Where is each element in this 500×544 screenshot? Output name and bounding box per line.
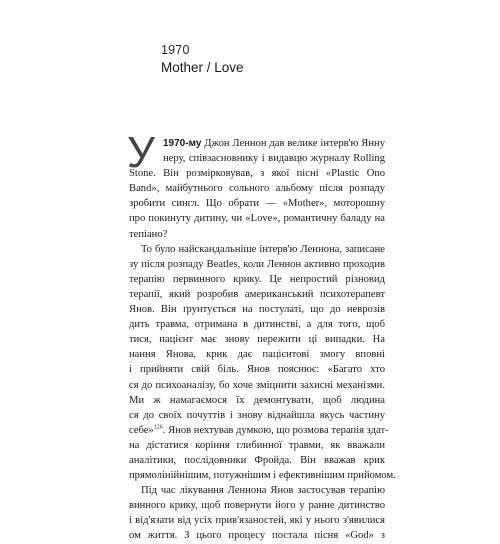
chapter-year: 1970 <box>161 43 190 57</box>
text-line: аналітики, послідовники Фройда. Він вважав крик <box>129 454 385 466</box>
drop-cap: У <box>127 128 155 177</box>
text-line: тепіано? <box>129 228 168 240</box>
text-line: терапію первинного крику. Це непростий різновид <box>129 273 385 285</box>
text-line: нання Янова, крик дає пацієнтові змогу вповні <box>129 349 385 361</box>
text-line: неру, співзасновнику і видавцю журналу Rolling <box>163 153 385 165</box>
chapter-title: Mother / Love <box>161 60 244 75</box>
text-line: Під час лікування Леннона Янов застосував терапію <box>141 485 385 497</box>
text-line: 1970-му Джон Леннон дав велике інтерв'ю Янну <box>163 138 385 149</box>
text-line: Ми ж намагаємося їх демонтувати, щоб людина <box>129 394 385 406</box>
text-line: себе»$^{126}$. Янов нехтував думкою, що розмова терапія здат- <box>129 424 389 436</box>
text-line: винного крику, щоб повернути його у ранне дитинство <box>129 500 385 512</box>
text-line: ом життя. З цього процесу постала пісня «God» з <box>129 530 385 542</box>
text-line: ся до своїх почуттів і знову віднайшла якусь частину <box>129 409 385 421</box>
text-line: дить травма, отримана в дитинстві, а для того, щоб <box>129 319 385 331</box>
text-line: про покинуту дитину, чи «Love», романтичну баладу на <box>129 213 385 225</box>
text-line: тися, пацієнт має знову пережити ці випадки. На <box>129 334 385 346</box>
lead-in: 1970-му <box>163 138 202 149</box>
text-line: на дістатися коріння глибинної травми, як вважали <box>129 439 385 451</box>
text-line: зу після розпаду Beatles, коли Леннон активно проходив <box>129 258 385 270</box>
text-line: і від'язати від усіх прив'язаностей, які у нього з'явилися <box>129 515 385 527</box>
text-line: і прийняти свій біль. Янов пояснює: «Багато хто <box>129 364 385 376</box>
body-text <box>127 128 396 544</box>
text-line: Янов. Він ґрунтується на постулаті, що до неврозів <box>129 304 385 316</box>
text-line: зробити сингл. Що обрати — «Mother», моторошну <box>129 198 385 210</box>
footnote-ref: 126 <box>153 424 163 431</box>
text-line: То було найскандальніше інтерв'ю Леннона, записане <box>141 243 385 255</box>
text-line: прямолінійнішим, потужнішим і ефективнішим прийомом. <box>129 470 396 482</box>
text-line: Stone. Він розмірковував, з якої пісні «Plastic Ono <box>129 168 385 180</box>
text-line: ся до психоаналізу, бо хоче зміцнити захисні механізми. <box>129 379 385 391</box>
text-line: терапії, який розробив американський психотерапевт <box>129 288 385 300</box>
text-line: Band», майбутнього сольного альбому після розпаду <box>129 183 385 195</box>
